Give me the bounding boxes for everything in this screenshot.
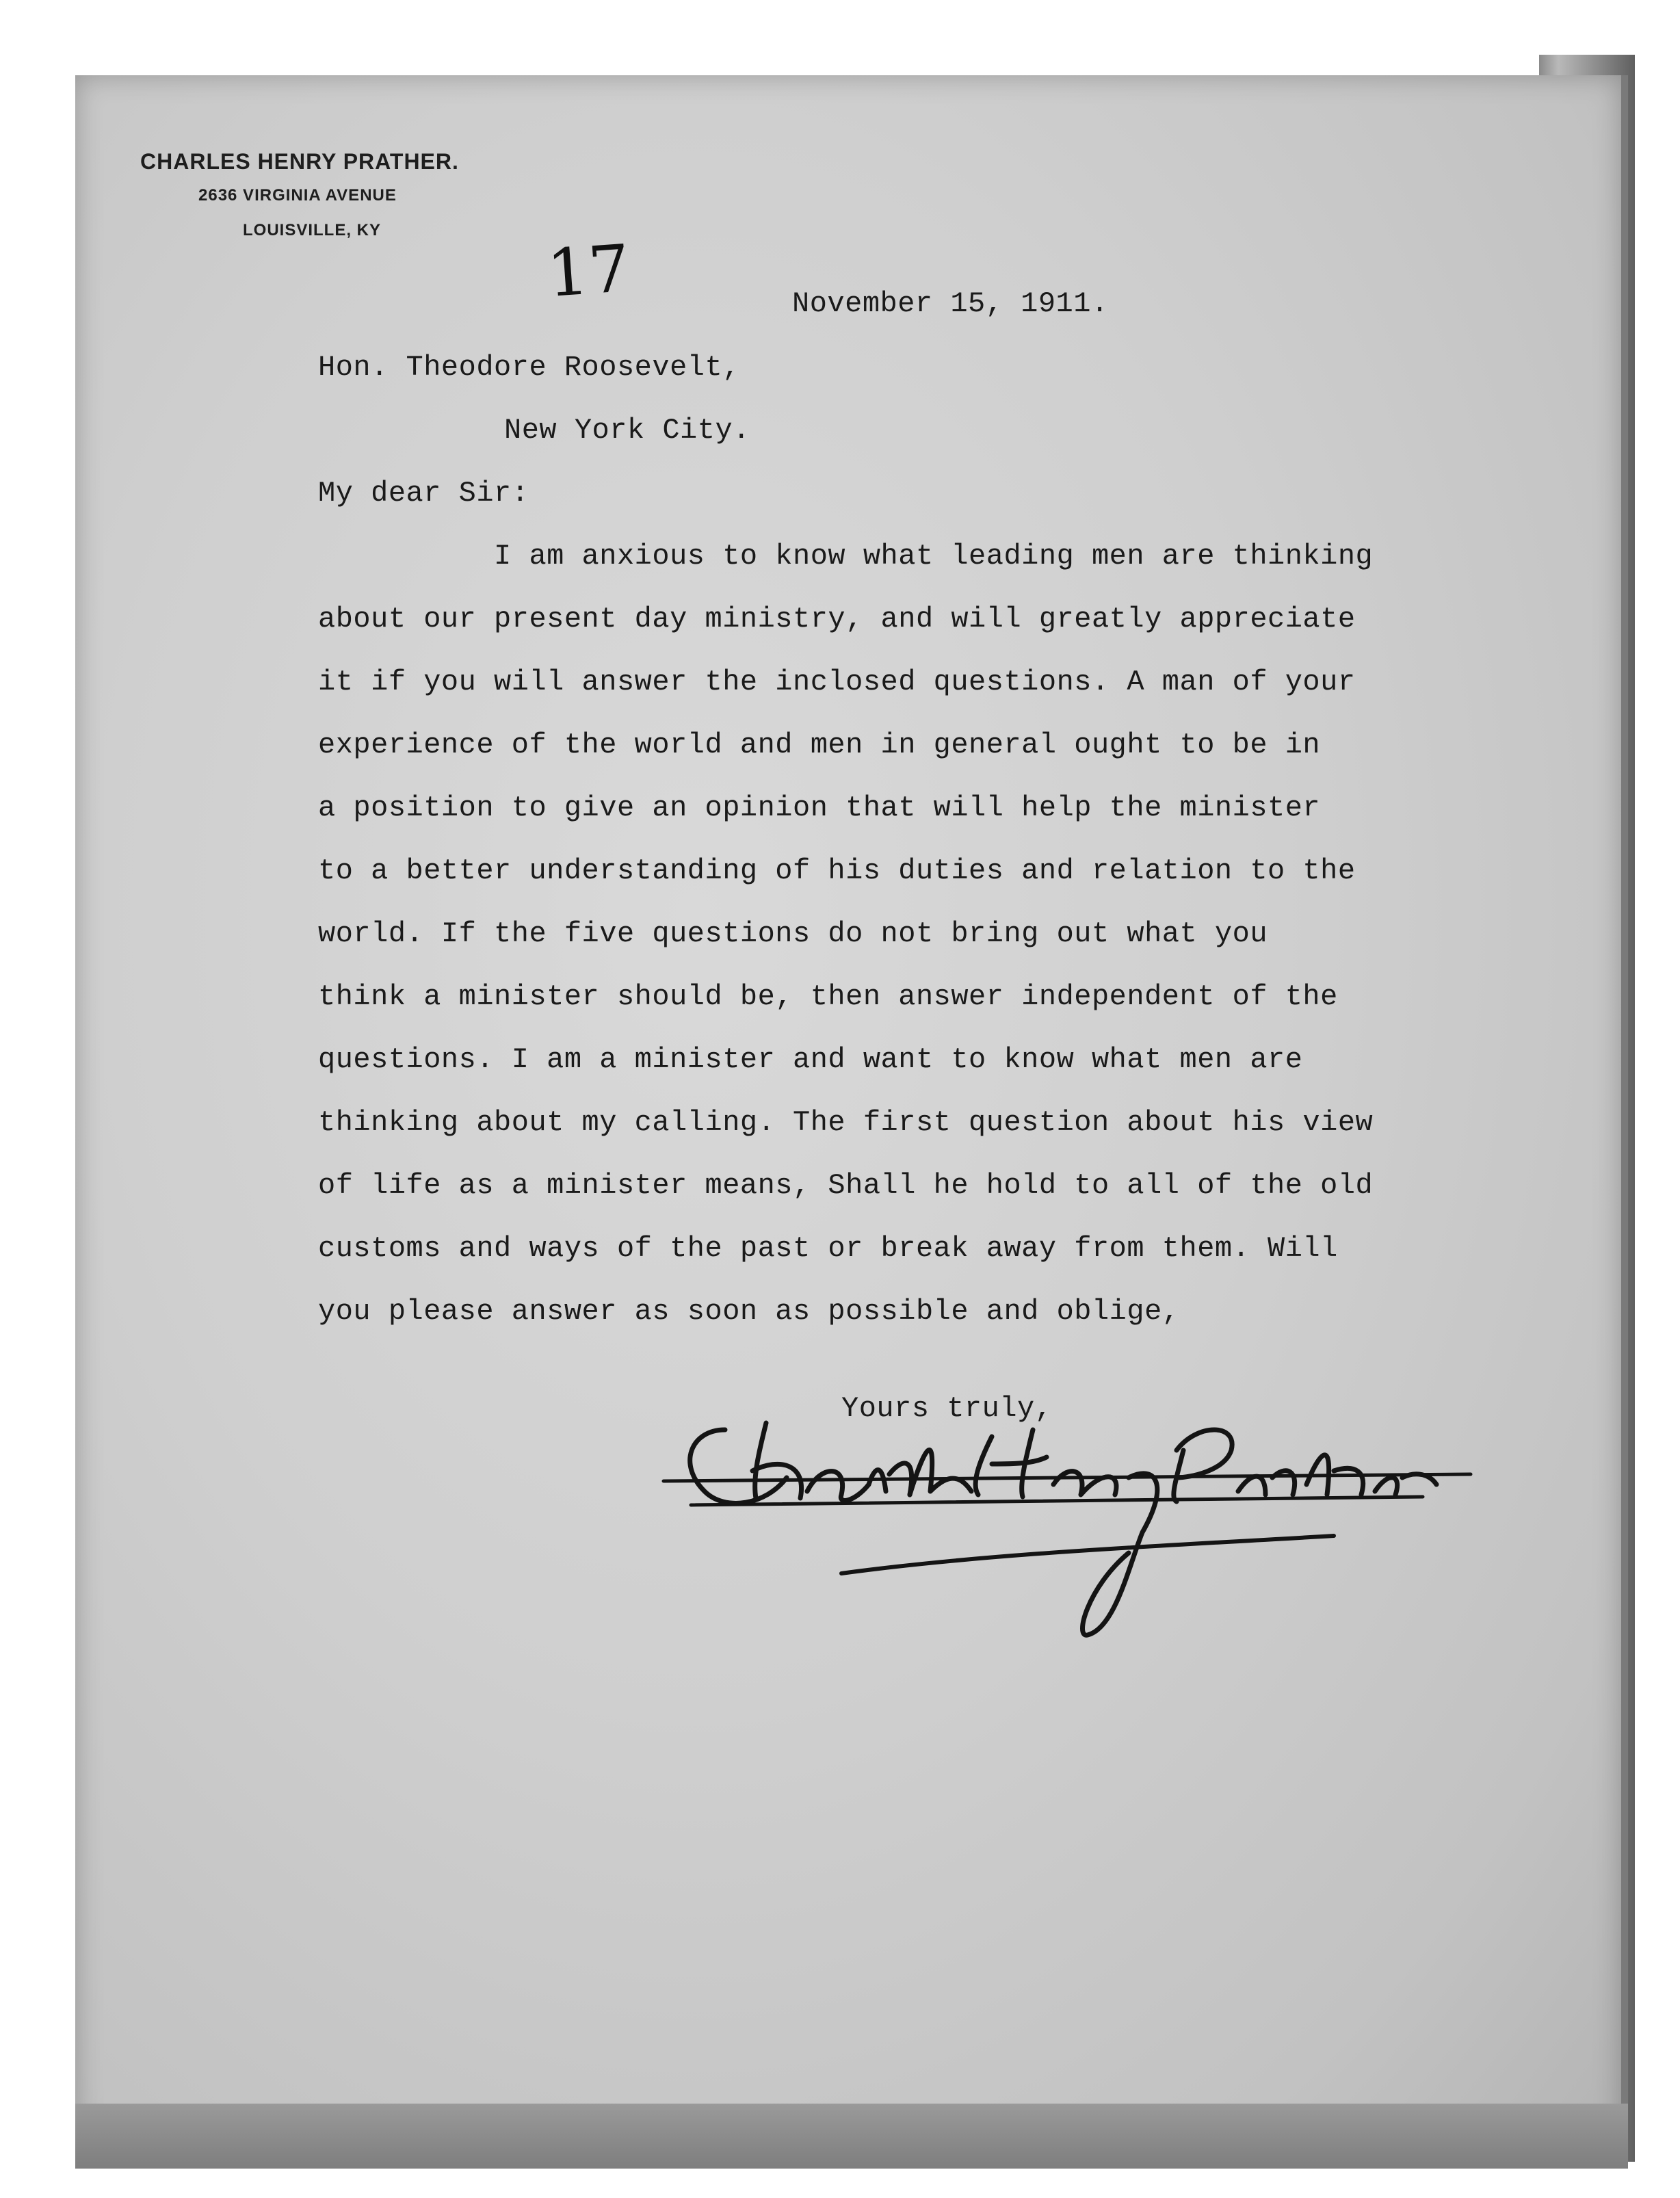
body-line: a position to give an opinion that will help the minister — [318, 791, 1321, 824]
letterhead-city: LOUISVILLE, KY — [243, 221, 382, 239]
body-line: about our present day ministry, and will greatly appreciate — [318, 603, 1356, 636]
recipient-name: Hon. Theodore Roosevelt, — [318, 351, 740, 384]
body-line: think a minister should be, then answer independent of the — [318, 980, 1338, 1013]
body-line: experience of the world and men in general ought to be in — [318, 729, 1321, 761]
handwritten-signature — [650, 1409, 1491, 1697]
body-line: I am anxious to know what leading men are thinking — [318, 540, 1374, 573]
letter-closing: Yours truly, — [841, 1392, 1053, 1425]
body-line: questions. I am a minister and want to know what men are — [318, 1043, 1303, 1076]
letter-date: November 15, 1911. — [792, 287, 1109, 320]
body-line: world. If the five questions do not bring out what you — [318, 917, 1268, 950]
body-line: it if you will answer the inclosed questions. A man of your — [318, 666, 1356, 698]
paper-bottom-edge — [75, 2104, 1628, 2169]
body-line: customs and ways of the past or break away from them. Will — [318, 1232, 1338, 1265]
greeting: My dear Sir: — [318, 477, 529, 510]
handwritten-page-number: 17 — [544, 231, 633, 313]
body-line: of life as a minister means, Shall he hold to all of the old — [318, 1169, 1374, 1202]
body-line: to a better understanding of his duties and relation to the — [318, 854, 1356, 887]
body-line: thinking about my calling. The first question about his view — [318, 1106, 1374, 1139]
letterhead-name: CHARLES HENRY PRATHER. — [140, 149, 459, 174]
recipient-city: New York City. — [504, 414, 750, 447]
body-line: you please answer as soon as possible and oblige, — [318, 1295, 1180, 1328]
letterhead-street: 2636 VIRGINIA AVENUE — [198, 186, 397, 205]
